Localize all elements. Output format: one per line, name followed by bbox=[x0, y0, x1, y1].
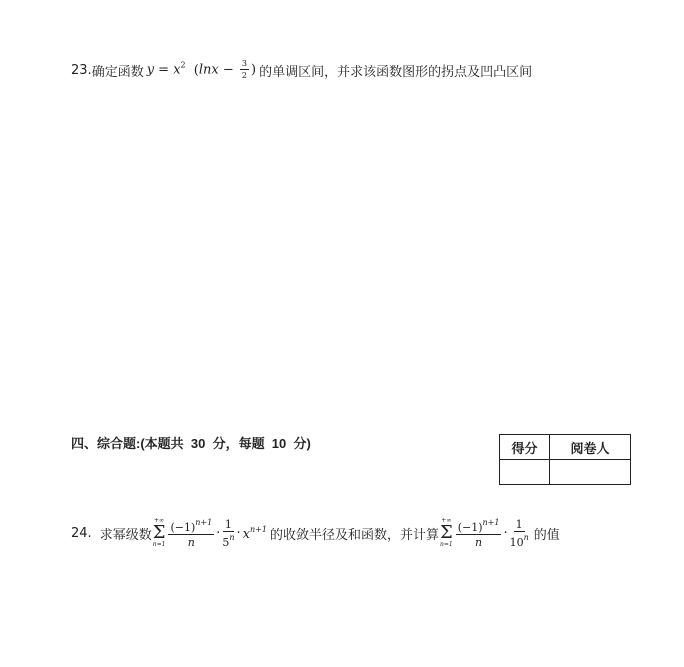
formula bbox=[147, 60, 256, 80]
dot-operator: · bbox=[236, 525, 241, 541]
formula-exponent: 2 bbox=[180, 60, 186, 70]
score-table bbox=[499, 434, 631, 485]
question-text-prefix: 确定函数 bbox=[91, 64, 144, 80]
fraction bbox=[456, 519, 502, 548]
section-heading: 四、综合题:(本题共 30 分，每题 10 分) bbox=[71, 436, 311, 451]
numerator-base: (−1) bbox=[457, 520, 483, 534]
sum-upper-limit: +∞ bbox=[441, 517, 452, 524]
question-text-prefix: 求幂级数 bbox=[99, 527, 152, 543]
summation bbox=[153, 518, 166, 548]
sum-lower-limit: n=1 bbox=[439, 541, 453, 548]
summation bbox=[440, 518, 453, 548]
denominator-exponent: n bbox=[523, 532, 529, 542]
question-number: 24. bbox=[71, 525, 92, 541]
formula-ln: lnx − bbox=[198, 62, 234, 78]
grader-cell[interactable] bbox=[550, 460, 631, 485]
fraction-numerator: 3 bbox=[241, 59, 247, 68]
dot-operator: · bbox=[216, 525, 221, 541]
denominator: n bbox=[187, 535, 195, 549]
score-table-entry-row bbox=[500, 460, 631, 485]
question-number: 23. bbox=[71, 62, 92, 78]
score-header: 得分 bbox=[500, 435, 550, 460]
power-exponent: n+1 bbox=[249, 524, 267, 534]
paren-close: ) bbox=[250, 62, 257, 78]
formula-lhs: y = x bbox=[146, 62, 181, 78]
numerator-base: (−1) bbox=[170, 520, 196, 534]
denominator-exponent: n bbox=[229, 532, 235, 542]
power-term bbox=[243, 525, 267, 542]
grader-header: 阅卷人 bbox=[550, 435, 631, 460]
score-cell[interactable] bbox=[500, 460, 550, 485]
question-23 bbox=[71, 60, 532, 80]
dot-operator: · bbox=[503, 525, 508, 541]
denominator: n bbox=[475, 535, 483, 549]
score-table-header-row bbox=[500, 435, 631, 460]
sum-upper-limit: +∞ bbox=[154, 517, 165, 524]
question-text-suffix: 的值 bbox=[533, 526, 560, 542]
fraction bbox=[168, 519, 214, 548]
fraction bbox=[240, 60, 249, 80]
fraction-denominator: 2 bbox=[241, 71, 247, 80]
fraction bbox=[222, 519, 234, 548]
numerator: 1 bbox=[515, 517, 523, 531]
denominator-base: 5 bbox=[222, 535, 230, 549]
fraction bbox=[510, 519, 529, 548]
power-base: x bbox=[242, 526, 250, 542]
question-24 bbox=[71, 518, 560, 548]
numerator-exponent: n+1 bbox=[195, 517, 213, 527]
sum-lower-limit: n=1 bbox=[152, 541, 166, 548]
numerator: 1 bbox=[224, 517, 232, 531]
numerator-exponent: n+1 bbox=[482, 517, 500, 527]
denominator-base: 10 bbox=[509, 535, 524, 549]
sigma-symbol: Σ bbox=[439, 522, 453, 543]
question-text-suffix: 的单调区间，并求该函数图形的拐点及凹凸区间 bbox=[259, 64, 533, 80]
paren-open: ( bbox=[193, 62, 199, 78]
sigma-symbol: Σ bbox=[152, 522, 166, 543]
question-text-middle: 的收敛半径及和函数，并计算 bbox=[269, 526, 439, 542]
